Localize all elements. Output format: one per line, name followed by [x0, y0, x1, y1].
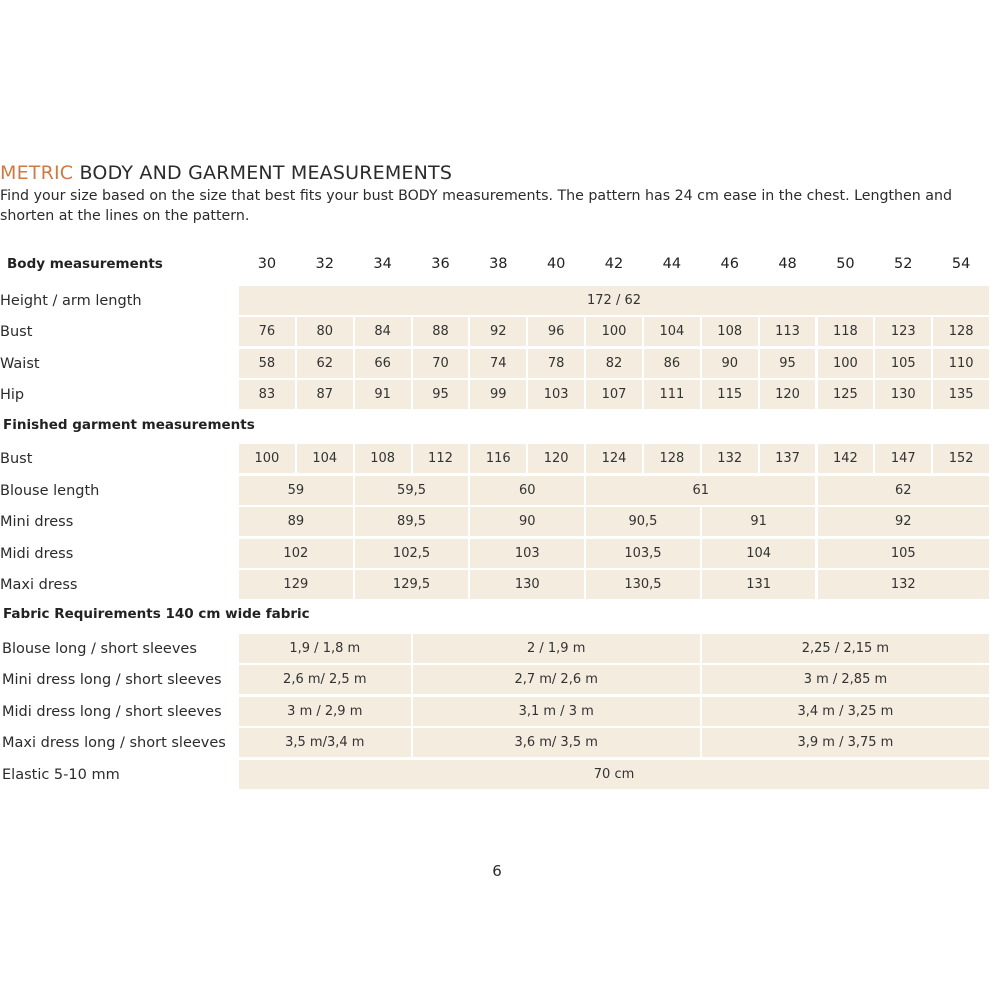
row-label: Maxi dress: [0, 576, 78, 593]
table-cell: 62: [297, 349, 353, 378]
size-column-header: 34: [373, 256, 392, 272]
finished-garment-header: Finished garment measurements: [3, 417, 255, 433]
table-cell: 76: [239, 317, 295, 346]
table-cell: 59: [239, 476, 353, 505]
size-column-header: 36: [431, 256, 450, 272]
table-cell: 70 cm: [239, 760, 989, 789]
table-cell: 132: [702, 444, 758, 473]
table-cell: 110: [933, 349, 989, 378]
table-cell: 58: [239, 349, 295, 378]
table-cell: 90: [470, 507, 584, 536]
size-column-header: 42: [604, 256, 624, 272]
size-column-header: 54: [951, 256, 971, 272]
table-cell: 120: [760, 380, 816, 409]
page-number: 6: [492, 862, 502, 880]
table-cell: 147: [875, 444, 931, 473]
table-cell: 115: [702, 380, 758, 409]
row-label: Midi dress long / short sleeves: [2, 703, 222, 720]
table-cell: 100: [239, 444, 295, 473]
table-cell: 95: [413, 380, 469, 409]
table-cell: 111: [644, 380, 700, 409]
table-cell: 89: [239, 507, 353, 536]
row-label: Blouse long / short sleeves: [2, 640, 197, 657]
row-label: Bust: [0, 450, 33, 467]
table-cell: 103: [528, 380, 584, 409]
table-cell: 61: [586, 476, 815, 505]
intro-paragraph: Find your size based on the size that best fits your bust BODY measurements. The pattern has 24 cm ease in the chest. Lengthen and shorten at the lines on the pattern.: [0, 188, 952, 224]
table-cell: 105: [875, 349, 931, 378]
table-cell: 132: [818, 570, 990, 599]
row-label: Mini dress long / short sleeves: [2, 671, 222, 688]
table-cell: 87: [297, 380, 353, 409]
table-cell: 129,5: [355, 570, 469, 599]
table-cell: 80: [297, 317, 353, 346]
table-cell: 125: [818, 380, 874, 409]
table-cell: 130: [470, 570, 584, 599]
table-cell: 78: [528, 349, 584, 378]
table-cell: 74: [470, 349, 526, 378]
table-cell: 3 m / 2,9 m: [239, 697, 411, 726]
table-cell: 3,1 m / 3 m: [413, 697, 700, 726]
table-cell: 123: [875, 317, 931, 346]
row-label: Elastic 5-10 mm: [2, 766, 120, 783]
table-cell: 108: [702, 317, 758, 346]
table-cell: 3 m / 2,85 m: [702, 665, 989, 694]
table-cell: 90: [702, 349, 758, 378]
table-cell: 124: [586, 444, 642, 473]
table-cell: 92: [818, 507, 990, 536]
table-cell: 90,5: [586, 507, 700, 536]
table-cell: 152: [933, 444, 989, 473]
table-cell: 104: [297, 444, 353, 473]
size-column-header: 46: [720, 256, 739, 272]
table-cell: 130: [875, 380, 931, 409]
table-cell: 128: [644, 444, 700, 473]
table-cell: 100: [586, 317, 642, 346]
title-rest: BODY AND GARMENT MEASUREMENTS: [73, 162, 453, 184]
table-cell: 104: [644, 317, 700, 346]
table-cell: 91: [355, 380, 411, 409]
table-cell: 103,5: [586, 539, 700, 568]
table-cell: 118: [818, 317, 874, 346]
table-cell: 104: [702, 539, 816, 568]
table-cell: 130,5: [586, 570, 700, 599]
table-cell: 2 / 1,9 m: [413, 634, 700, 663]
table-cell: 88: [413, 317, 469, 346]
size-column-header: 44: [662, 256, 682, 272]
table-cell: 116: [470, 444, 526, 473]
table-cell: 3,6 m/ 3,5 m: [413, 728, 700, 757]
table-cell: 103: [470, 539, 584, 568]
size-column-header: 50: [836, 256, 855, 272]
table-cell: 62: [818, 476, 990, 505]
table-cell: 120: [528, 444, 584, 473]
table-cell: 99: [470, 380, 526, 409]
table-cell: 137: [760, 444, 816, 473]
fabric-requirements-header: Fabric Requirements 140 cm wide fabric: [3, 606, 310, 622]
table-cell: 92: [470, 317, 526, 346]
size-column-header: 32: [315, 256, 334, 272]
table-cell: 2,25 / 2,15 m: [702, 634, 989, 663]
row-label: Blouse length: [0, 482, 100, 499]
table-cell: 89,5: [355, 507, 469, 536]
table-cell: 3,5 m/3,4 m: [239, 728, 411, 757]
size-column-header: 48: [778, 256, 797, 272]
table-cell: 108: [355, 444, 411, 473]
table-cell: 131: [702, 570, 816, 599]
table-cell: 2,7 m/ 2,6 m: [413, 665, 700, 694]
table-cell: 142: [818, 444, 874, 473]
row-label: Height / arm length: [0, 292, 142, 309]
body-measurements-header: Body measurements: [7, 256, 163, 272]
table-cell: 105: [818, 539, 990, 568]
row-label: Midi dress: [0, 545, 74, 562]
table-cell: 3,9 m / 3,75 m: [702, 728, 989, 757]
table-cell: 100: [818, 349, 874, 378]
table-cell: 129: [239, 570, 353, 599]
table-cell: 135: [933, 380, 989, 409]
table-cell: 2,6 m/ 2,5 m: [239, 665, 411, 694]
size-column-header: 40: [546, 256, 566, 272]
table-cell: 91: [702, 507, 816, 536]
table-cell: 82: [586, 349, 642, 378]
row-label: Mini dress: [0, 513, 74, 530]
table-cell: 102,5: [355, 539, 469, 568]
table-cell: 83: [239, 380, 295, 409]
table-cell: 70: [413, 349, 469, 378]
table-cell: 66: [355, 349, 411, 378]
table-cell: 84: [355, 317, 411, 346]
row-label: Waist: [0, 355, 40, 372]
table-cell: 172 / 62: [239, 286, 989, 315]
table-cell: 60: [470, 476, 584, 505]
title-accent: METRIC: [0, 162, 74, 184]
table-cell: 95: [760, 349, 816, 378]
size-column-header: 52: [894, 256, 913, 272]
table-cell: 96: [528, 317, 584, 346]
table-cell: 86: [644, 349, 700, 378]
table-cell: 107: [586, 380, 642, 409]
table-cell: 112: [413, 444, 469, 473]
table-cell: 128: [933, 317, 989, 346]
table-cell: 3,4 m / 3,25 m: [702, 697, 989, 726]
size-column-header: 38: [489, 256, 508, 272]
row-label: Bust: [0, 323, 33, 340]
size-column-header: 30: [257, 256, 277, 272]
table-cell: 59,5: [355, 476, 469, 505]
table-cell: 113: [760, 317, 816, 346]
row-label: Hip: [0, 386, 25, 403]
table-cell: 1,9 / 1,8 m: [239, 634, 411, 663]
table-cell: 102: [239, 539, 353, 568]
row-label: Maxi dress long / short sleeves: [2, 734, 226, 751]
